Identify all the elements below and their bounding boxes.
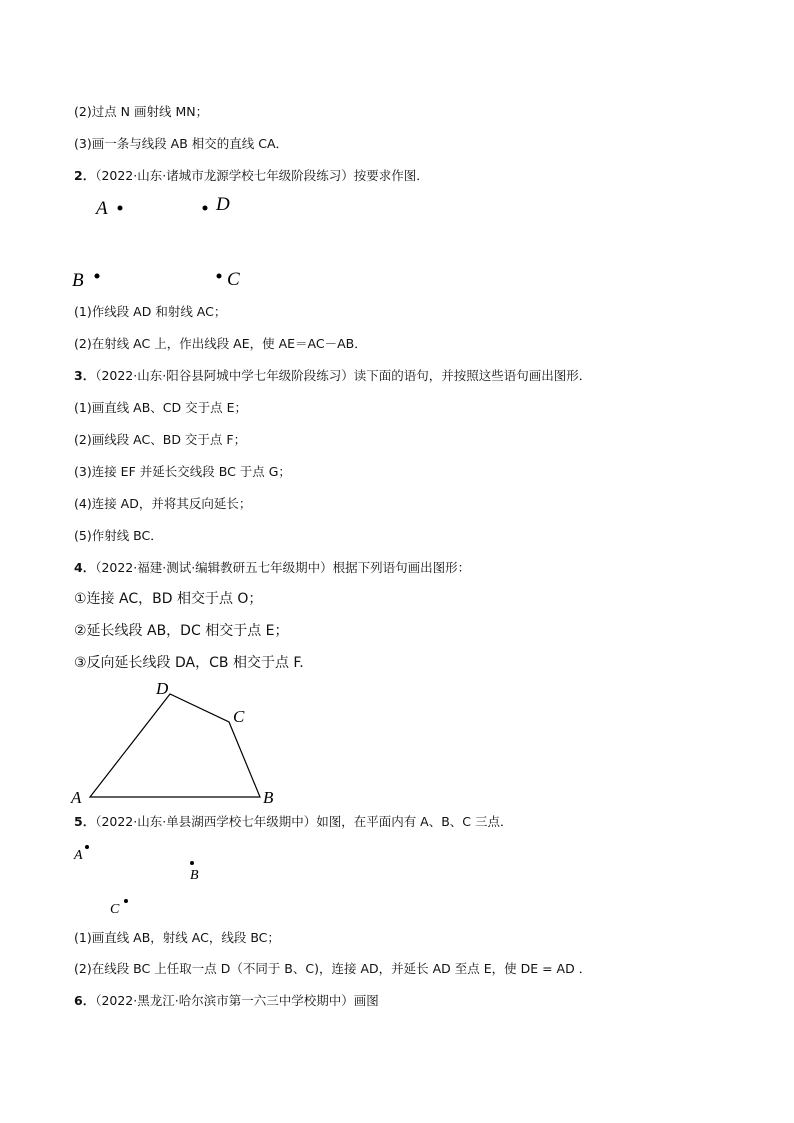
fig4-label-a: A (71, 788, 82, 807)
q4-step1: ①连接 AC，BD 相交于点 O； (74, 591, 263, 607)
q4-step3: ③反向延长线段 DA，CB 相交于点 F. (74, 655, 304, 671)
question-3-header: 3．（2022·山东·阳谷县阿城中学七年级阶段练习）读下面的语句，并按照这些语句画出图形． (74, 368, 592, 383)
fig2-label-d: D (216, 194, 230, 215)
q3-part4: (4)连接 AD，并将其反向延长； (74, 496, 252, 511)
q1-part3: (3)画一条与线段 AB 相交的直线 CA． (74, 136, 289, 151)
q3-part1: (1)画直线 AB、CD 交于点 E； (74, 400, 248, 415)
fig5-point-b (190, 861, 194, 865)
q5-part2: (2)在线段 BC 上任取一点 D（不同于 B、C)，连接 AD，并延长 AD 至点 E，使 DE = AD ． (74, 961, 592, 976)
fig5-point-c (124, 899, 128, 903)
q5-part1: (1)画直线 AB，射线 AC，线段 BC； (74, 930, 280, 945)
q3-part3: (3)连接 EF 并延长交线段 BC 于点 G； (74, 464, 291, 479)
fig2-label-a: A (96, 198, 108, 219)
question-4-header: 4．（2022·福建·测试·编辑教研五七年级期中）根据下列语句画出图形： (74, 560, 471, 575)
fig4-label-d: D (156, 679, 169, 698)
question-5-header: 5．（2022·山东·单县湖西学校七年级期中）如图，在平面内有 A、B、C 三点． (74, 814, 513, 829)
q2-part1: (1)作线段 AD 和射线 AC； (74, 304, 227, 319)
q2-part2: (2)在射线 AC 上，作出线段 AE，使 AE＝AC－AB． (74, 336, 367, 351)
q3-part5: (5)作射线 BC． (74, 528, 163, 543)
q3-part2: (2)画线段 AC、BD 交于点 F； (74, 432, 247, 447)
fig4-label-b: B (263, 788, 274, 807)
fig5-point-a (85, 845, 89, 849)
fig2-label-c: C (227, 269, 240, 290)
q4-step2: ②延长线段 AB，DC 相交于点 E； (74, 623, 289, 639)
fig2-label-b: B (72, 270, 84, 291)
fig4-label-c: C (233, 707, 245, 726)
fig5-label-a: A (74, 848, 83, 863)
question-2-header: 2．（2022·山东·诸城市龙源学校七年级阶段练习）按要求作图． (74, 168, 429, 183)
question-6-header: 6．（2022·黑龙江·哈尔滨市第一六三中学校期中）画图 (74, 993, 379, 1008)
fig5-label-c: C (110, 902, 120, 917)
fig5-label-b: B (190, 868, 199, 883)
q1-part2: (2)过点 N 画射线 MN； (74, 104, 209, 119)
